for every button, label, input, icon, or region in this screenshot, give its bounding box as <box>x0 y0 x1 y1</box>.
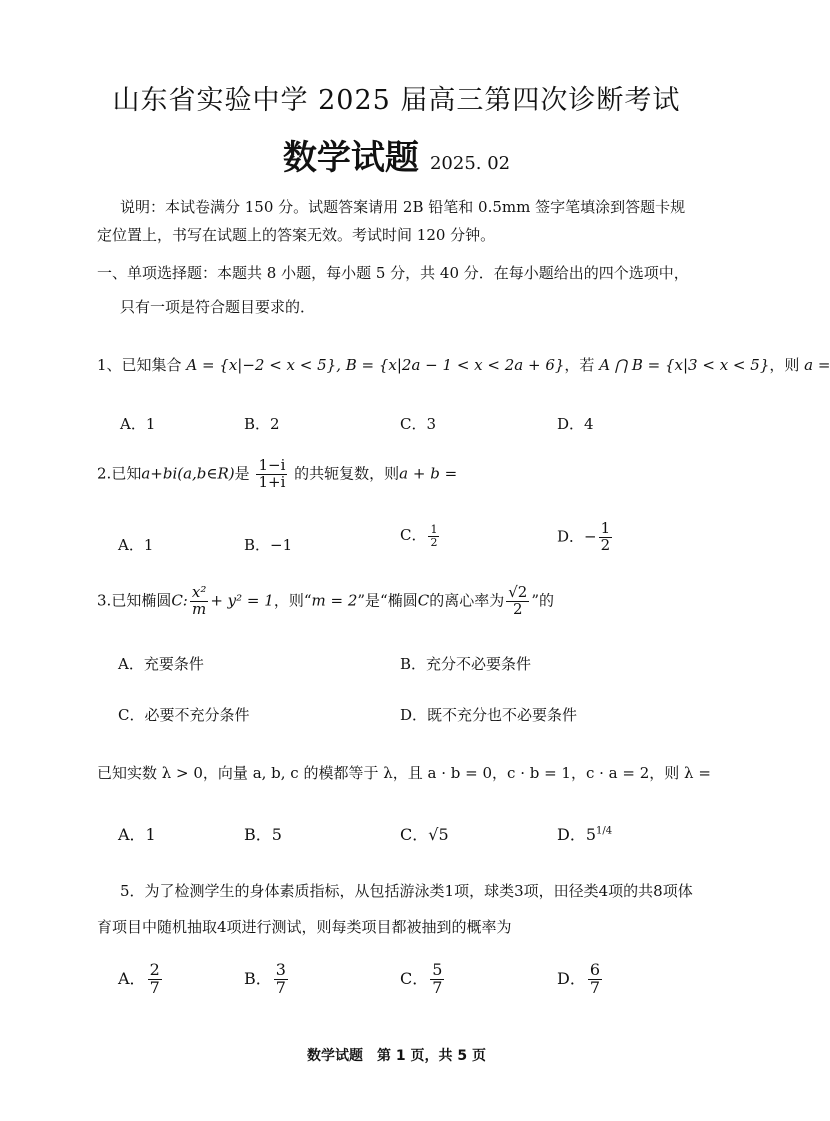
q5-option-d <box>557 962 604 997</box>
q2-option-d <box>557 521 614 554</box>
q5-option-b <box>244 962 290 997</box>
q2-frac-den: 1+i <box>258 472 286 491</box>
q3-prefix: 已知椭圆 <box>111 591 172 610</box>
q3-condition: m = 2 <box>311 591 358 610</box>
q1-option-b: B．2 <box>244 415 280 433</box>
q3-frac-den: m <box>191 599 207 618</box>
q1-sets: A = {x|−2 < x < 5}, B = {x|2a − 1 < x < 2a + 6} <box>186 356 565 374</box>
q2-option-c-frac <box>428 524 439 548</box>
q5-a-den: 7 <box>149 977 160 997</box>
q2-option-d-frac <box>599 521 613 554</box>
q2-option-d-label: D．− <box>557 527 597 546</box>
q5-d-den: 7 <box>589 977 601 997</box>
q2-option-c <box>400 524 441 548</box>
q5-d-num: 6 <box>589 960 601 979</box>
q4-option-d-exponent: 1/4 <box>596 825 613 837</box>
q3-ecc-num: √2 <box>508 583 528 601</box>
q2-c-den: 2 <box>430 535 438 549</box>
q1-intersection: A ⋂ B = {x|3 < x < 5} <box>599 356 770 374</box>
q5-c-den: 7 <box>432 977 443 997</box>
q3-fraction <box>190 585 208 618</box>
q5-option-d-frac <box>588 962 602 997</box>
q5-b-den: 7 <box>275 977 286 997</box>
q3-mid-2: ”是“椭圆 <box>357 591 418 610</box>
q5-option-a <box>118 962 164 997</box>
exam-title: 山东省实验中学 2025 届高三第四次诊断考试 <box>112 85 681 116</box>
q5-option-d-label: D． <box>557 968 586 988</box>
q2-option-c-label: C． <box>400 526 427 545</box>
q5-option-c <box>400 962 446 997</box>
subject-title <box>0 130 793 179</box>
q5-option-c-label: C． <box>400 968 429 988</box>
question-4: 已知实数 λ > 0，向量 a, b, c 的模都等于 λ，且 a · b = 0，c · b = 1，c · a = 2，则 λ = <box>97 764 711 782</box>
q2-number: 2. <box>97 464 112 483</box>
q3-option-c: C．必要不充分条件 <box>118 706 250 724</box>
q3-number: 3. <box>97 591 112 610</box>
q1-suffix: ，则 <box>769 356 800 374</box>
q3-frac-num: x² <box>191 583 207 601</box>
q2-target: a + b = <box>399 464 458 483</box>
q3-option-a: A．充要条件 <box>118 655 204 673</box>
q2-prefix: 已知 <box>111 464 142 483</box>
q2-fraction <box>256 458 287 491</box>
q2-mid: 是 <box>234 464 250 483</box>
q4-option-d <box>557 822 612 845</box>
q5-option-b-label: B． <box>244 968 272 988</box>
section-heading-line-2: 只有一项是符合题目要求的． <box>120 298 316 316</box>
q3-curve-c: C <box>417 591 430 610</box>
q3-ecc-den: 2 <box>513 599 523 618</box>
exam-date: 2025. 02 <box>429 153 511 174</box>
question-1 <box>97 354 830 375</box>
q4-option-c: C．√5 <box>400 825 449 844</box>
section-heading-line-1: 一、单项选择题：本题共 8 小题，每小题 5 分，共 40 分．在每小题给出的四个选项中， <box>97 264 689 282</box>
q4-option-b: B．5 <box>244 825 282 844</box>
q1-number: 1、 <box>97 356 122 374</box>
q3-option-d: D．既不充分也不必要条件 <box>400 706 578 724</box>
question-5-line-2: 育项目中随机抽取4项进行测试，则每类项目都被抽到的概率为 <box>97 918 512 936</box>
q1-option-a: A．1 <box>120 415 156 433</box>
question-2 <box>97 458 457 491</box>
page-footer: 数学试题 第 1 页，共 5 页 <box>307 1048 486 1064</box>
q5-option-b-frac <box>274 962 288 997</box>
q3-curve: C: <box>171 591 188 610</box>
q2-expr: a+bi(a,b∈R) <box>141 464 235 483</box>
instructions-line-1: 说明：本试卷满分 150 分。试题答案请用 2B 铅笔和 0.5mm 签字笔填涂到答题卡规 <box>120 198 686 216</box>
q5-c-num: 5 <box>432 960 443 979</box>
q1-mid: ，若 <box>564 356 595 374</box>
q1-target: a = <box>804 356 830 374</box>
q2-option-b: B．−1 <box>244 536 293 554</box>
instructions-line-2: 定位置上，书写在试题上的答案无效。考试时间 120 分钟。 <box>97 226 496 244</box>
q2-suffix: 的共轭复数，则 <box>294 464 400 483</box>
q2-d-num: 1 <box>600 519 611 537</box>
question-3 <box>97 585 554 618</box>
q3-mid-1: ，则“ <box>273 591 312 610</box>
q2-frac-num: 1−i <box>258 456 286 474</box>
q1-prefix: 已知集合 <box>121 356 182 374</box>
q2-c-num: 1 <box>430 523 438 536</box>
q5-b-num: 3 <box>275 960 286 979</box>
q3-ecc-frac <box>506 585 529 618</box>
q1-option-d: D．4 <box>557 415 594 433</box>
subject-name: 数学试题 <box>282 138 419 178</box>
q5-option-c-frac <box>430 962 444 997</box>
question-5-line-1: 5．为了检测学生的身体素质指标，从包括游泳类1项，球类3项，田径类4项的共8项体 <box>120 882 693 900</box>
q4-option-d-label: D．5 <box>557 825 597 844</box>
q5-a-num: 2 <box>149 960 160 979</box>
q1-option-c: C．3 <box>400 415 437 433</box>
q5-option-a-label: A． <box>118 968 146 988</box>
q3-option-b: B．充分不必要条件 <box>400 655 532 673</box>
q5-option-a-frac <box>148 962 162 997</box>
q3-eq-rest: + y² = 1 <box>210 591 274 610</box>
q2-option-a: A．1 <box>118 536 154 554</box>
q4-option-a: A．1 <box>118 825 156 844</box>
q2-d-den: 2 <box>600 535 611 554</box>
q3-suffix: ”的 <box>531 591 554 610</box>
q3-mid-3: 的离心率为 <box>429 591 505 610</box>
